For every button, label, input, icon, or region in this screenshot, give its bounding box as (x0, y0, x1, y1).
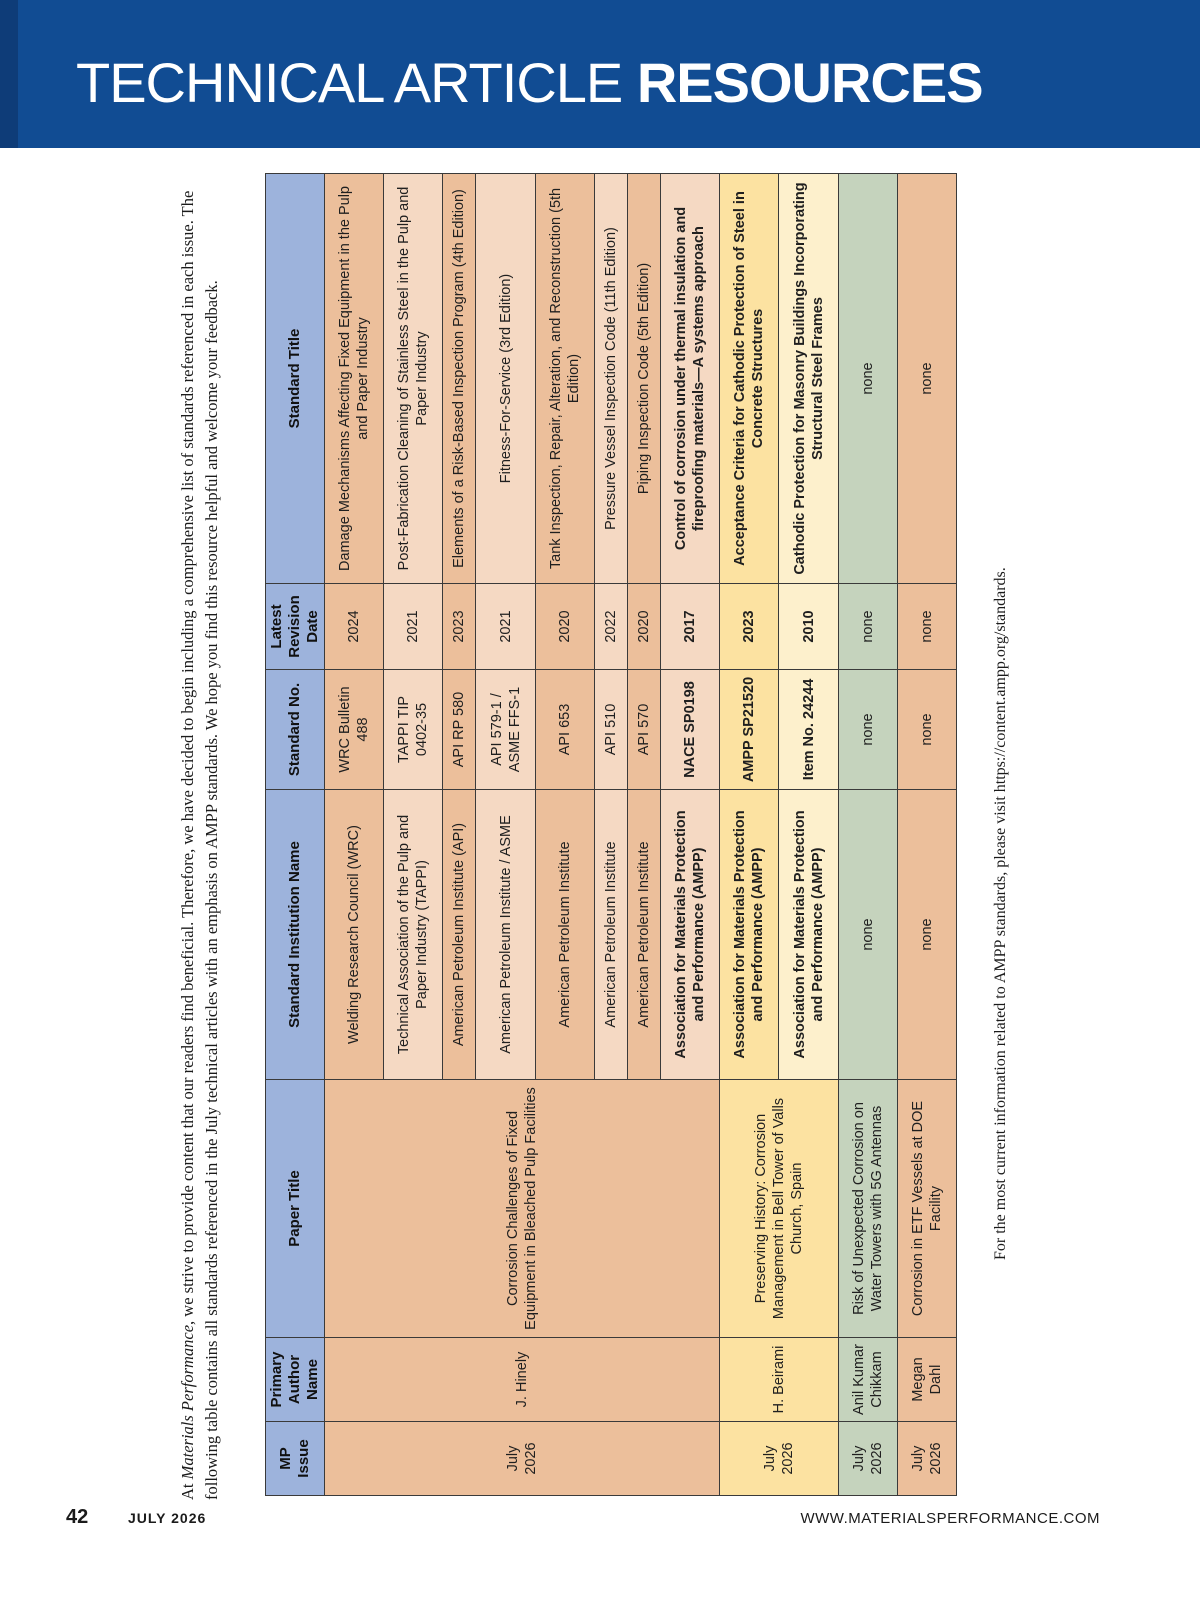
revision-date-cell: 2017 (661, 584, 720, 670)
institution-cell: Association for Materials Protection and Performance (AMPP) (661, 790, 720, 1080)
author-cell: Megan Dahl (897, 1338, 956, 1422)
header-banner (0, 0, 1200, 148)
intro-pre: At (178, 1479, 197, 1500)
institution-cell: American Petroleum Institute (627, 790, 660, 1080)
revision-date-cell: 2020 (627, 584, 660, 670)
institution-cell: American Petroleum Institute (API) (443, 790, 476, 1080)
standard-no-cell: API 510 (594, 670, 627, 790)
revision-date-cell: 2023 (720, 584, 779, 670)
revision-date-cell: 2023 (443, 584, 476, 670)
institution-cell: Association for Materials Protection and Performance (AMPP) (779, 790, 838, 1080)
standards-table (265, 173, 957, 1496)
banner-accent-bar (0, 0, 18, 148)
header-author: Primary Author Name (266, 1338, 325, 1422)
table-row (838, 174, 897, 1496)
institution-cell: Technical Association of the Pulp and Paper Industry (TAPPI) (384, 790, 443, 1080)
standard-title-cell: Acceptance Criteria for Cathodic Protection of Steel in Concrete Structures (720, 174, 779, 584)
institution-cell: Welding Research Council (WRC) (325, 790, 384, 1080)
standard-title-cell: Piping Inspection Code (5th Edition) (627, 174, 660, 584)
standard-title-cell: Fitness-For-Service (3rd Edition) (476, 174, 535, 584)
intro-paragraph (176, 160, 224, 1500)
header-paper-title: Paper Title (266, 1080, 325, 1338)
header-standard-title: Standard Title (266, 174, 325, 584)
issue-cell: July 2026 (325, 1422, 720, 1496)
footnote: For the most current information related to AMPP standards, please visit https://content.ampp.org/standards. (992, 567, 1009, 1260)
page-number: 42 (66, 1506, 89, 1528)
table-row (325, 174, 384, 1496)
page-title-light: TECHNICAL ARTICLE (76, 51, 623, 114)
revision-date-cell: none (897, 584, 956, 670)
revision-date-cell: 2020 (535, 584, 594, 670)
paper-title-cell: Preserving History: Corrosion Management in Bell Tower of Valls Church, Spain (720, 1080, 838, 1338)
header-revision-date: Latest Revision Date (266, 584, 325, 670)
institution-cell: none (897, 790, 956, 1080)
standard-no-cell: API 570 (627, 670, 660, 790)
standard-title-cell: Cathodic Protection for Masonry Buildings Incorporating Structural Steel Frames (779, 174, 838, 584)
intro-text: , we strive to provide content that our readers find beneficial. Therefore, we have decided to begin including a comprehensive list of standards referenced in each issue. The following table contains all standards referenced in the July technical articles with an emphasis on AMPP standards. We hope you find this resource helpful and welcome your feedback. (178, 190, 221, 1500)
revision-date-cell: 2022 (594, 584, 627, 670)
institution-cell: Association for Materials Protection and Performance (AMPP) (720, 790, 779, 1080)
standard-no-cell: API RP 580 (443, 670, 476, 790)
standard-no-cell: NACE SP0198 (661, 670, 720, 790)
standard-title-cell: none (838, 174, 897, 584)
standard-no-cell: API 579-1 / ASME FFS-1 (476, 670, 535, 790)
standard-no-cell: TAPPI TIP 0402-35 (384, 670, 443, 790)
institution-cell: American Petroleum Institute (594, 790, 627, 1080)
standard-title-cell: Tank Inspection, Repair, Alteration, and Reconstruction (5th Edition) (535, 174, 594, 584)
paper-title-cell: Corrosion in ETF Vessels at DOE Facility (897, 1080, 956, 1338)
standard-title-cell: Damage Mechanisms Affecting Fixed Equipment in the Pulp and Paper Industry (325, 174, 384, 584)
table-row (897, 174, 956, 1496)
institution-cell: American Petroleum Institute / ASME (476, 790, 535, 1080)
standard-title-cell: Post-Fabrication Cleaning of Stainless Steel in the Pulp and Paper Industry (384, 174, 443, 584)
header-institution: Standard Institution Name (266, 790, 325, 1080)
author-cell: H. Beirami (720, 1338, 838, 1422)
page-title-bold: RESOURCES (636, 51, 983, 114)
standard-no-cell: AMPP SP21520 (720, 670, 779, 790)
standard-no-cell: none (838, 670, 897, 790)
institution-cell: none (838, 790, 897, 1080)
magazine-name: Materials Performance (178, 1324, 197, 1480)
revision-date-cell: none (838, 584, 897, 670)
author-cell: J. Hinely (325, 1338, 720, 1422)
issue-cell: July 2026 (838, 1422, 897, 1496)
standards-table-wrapper (265, 173, 957, 1496)
revision-date-cell: 2021 (476, 584, 535, 670)
author-cell: Anil Kumar Chikkam (838, 1338, 897, 1422)
institution-cell: American Petroleum Institute (535, 790, 594, 1080)
header-standard-no: Standard No. (266, 670, 325, 790)
issue-cell: July 2026 (897, 1422, 956, 1496)
table-row (720, 174, 779, 1496)
standard-no-cell: none (897, 670, 956, 790)
standard-no-cell: WRC Bulletin 488 (325, 670, 384, 790)
page-title (76, 48, 983, 118)
standard-title-cell: Pressure Vessel Inspection Code (11th Edition) (594, 174, 627, 584)
website-link[interactable]: WWW.MATERIALSPERFORMANCE.COM (800, 1510, 1100, 1527)
issue-cell: July 2026 (720, 1422, 838, 1496)
standard-no-cell: API 653 (535, 670, 594, 790)
issue-date: JULY 2026 (128, 1510, 207, 1526)
standard-title-cell: Control of corrosion under thermal insulation and fireproofing materials—A systems approach (661, 174, 720, 584)
standard-title-cell: none (897, 174, 956, 584)
standard-no-cell: Item No. 24244 (779, 670, 838, 790)
table-header-row (266, 174, 325, 1496)
paper-title-cell: Corrosion Challenges of Fixed Equipment in Bleached Pulp Facilities (325, 1080, 720, 1338)
revision-date-cell: 2010 (779, 584, 838, 670)
standard-title-cell: Elements of a Risk-Based Inspection Program (4th Edition) (443, 174, 476, 584)
revision-date-cell: 2024 (325, 584, 384, 670)
header-mp-issue: MP Issue (266, 1422, 325, 1496)
revision-date-cell: 2021 (384, 584, 443, 670)
paper-title-cell: Risk of Unexpected Corrosion on Water Towers with 5G Antennas (838, 1080, 897, 1338)
